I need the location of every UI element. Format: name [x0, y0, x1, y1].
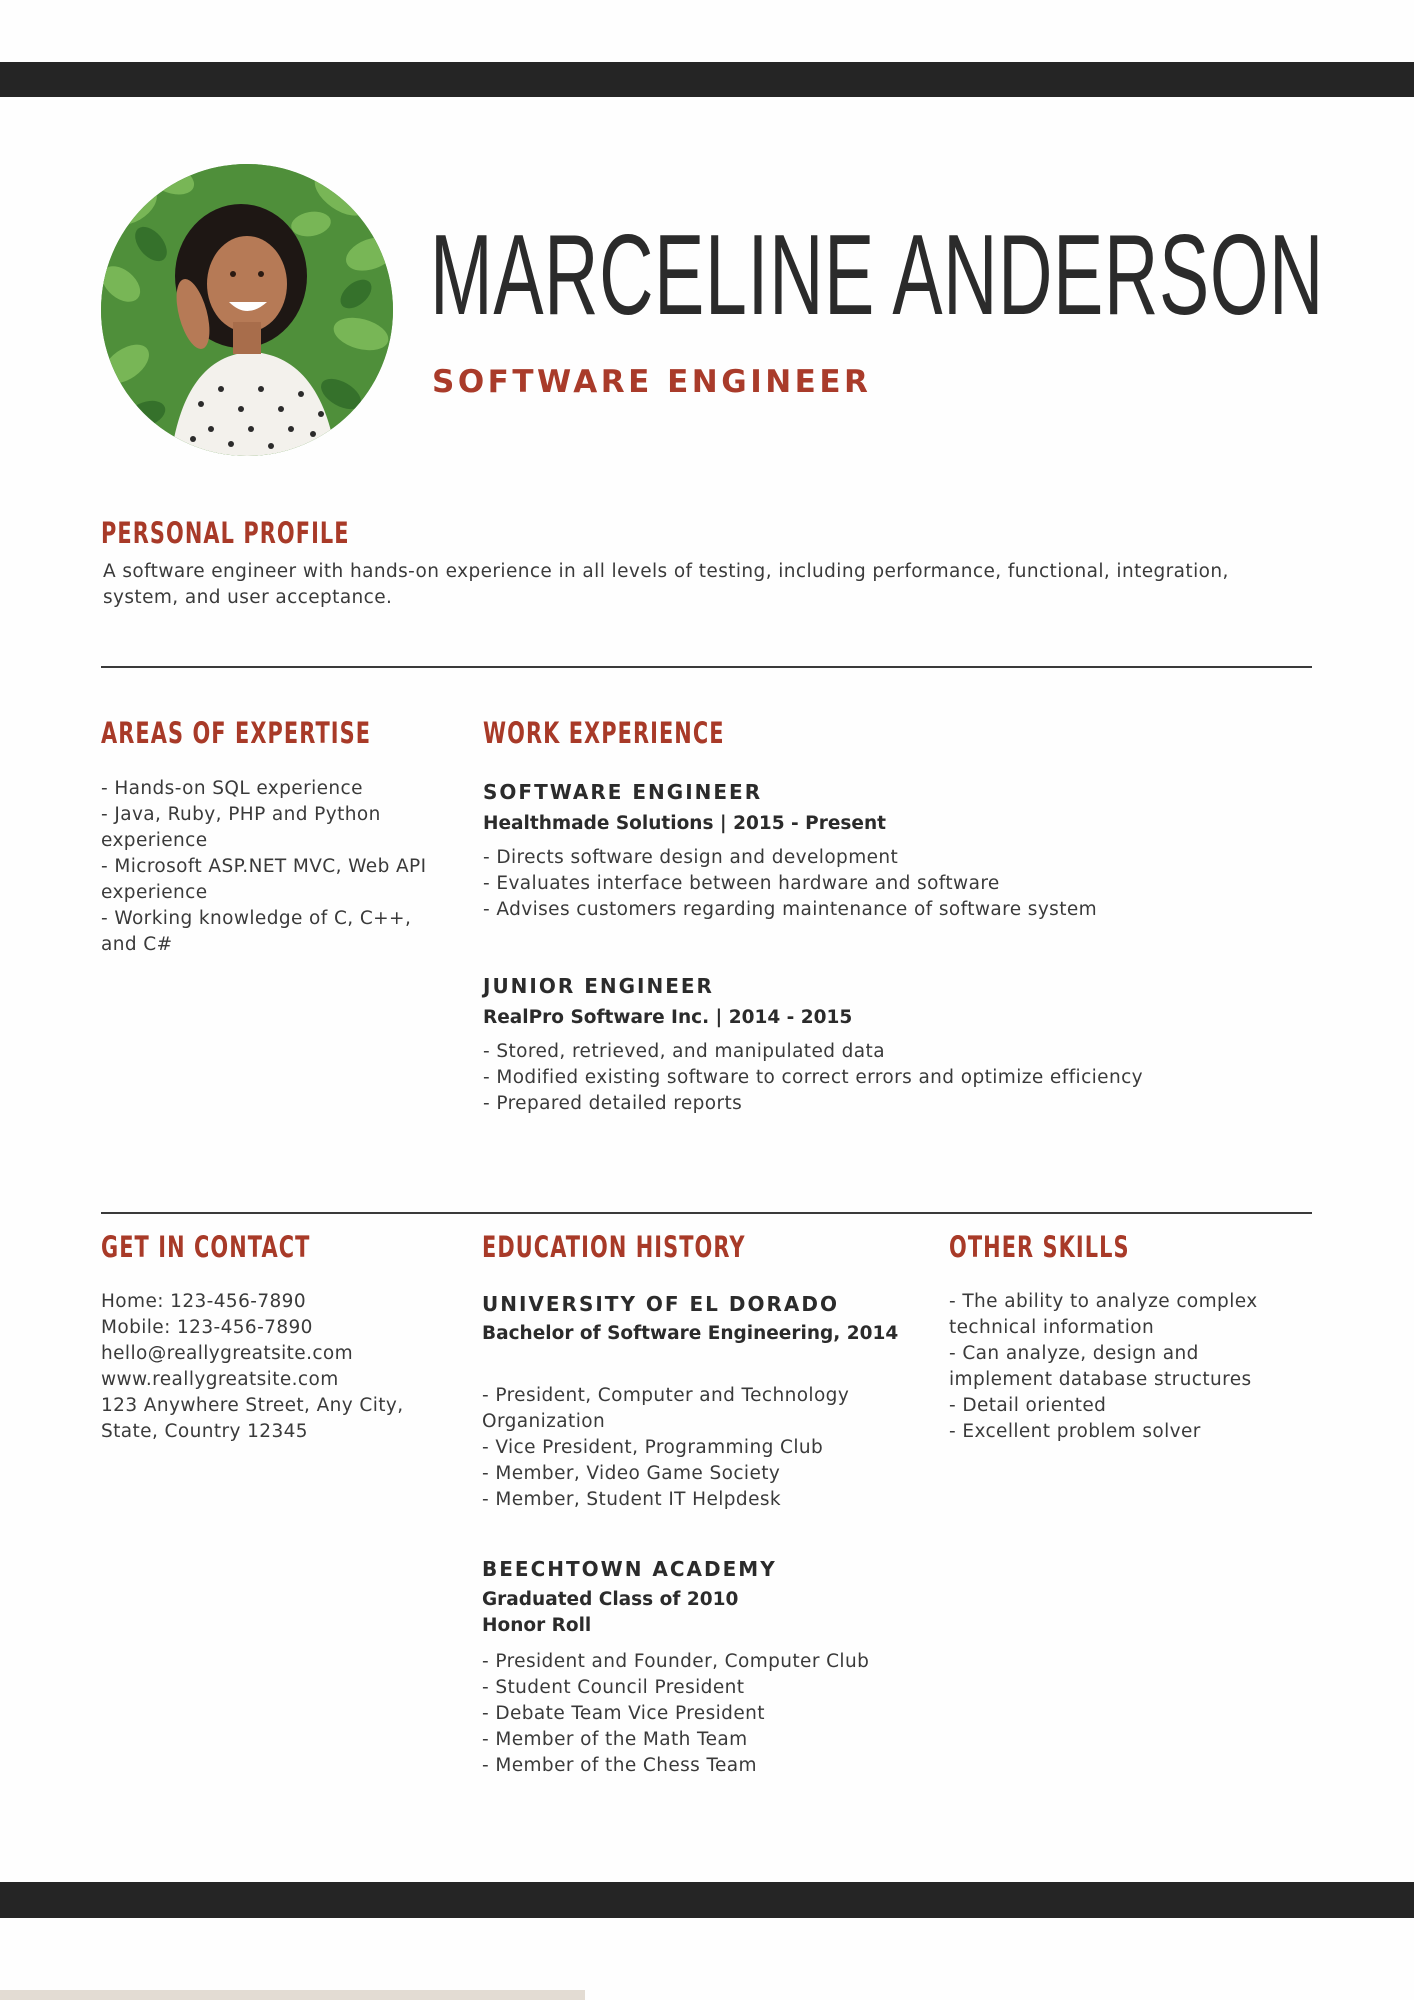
contact-details	[101, 1289, 404, 1445]
skill-item: implement database structures	[949, 1369, 1252, 1390]
job-bullet: - Advises customers regarding maintenance of software system	[483, 899, 1098, 920]
job-title: SOFTWARE ENGINEER	[483, 780, 763, 804]
school-activity: - President and Founder, Computer Club	[482, 1651, 870, 1672]
job-bullet: - Evaluates interface between hardware and software	[483, 873, 1000, 894]
contact-address: State, Country 12345	[101, 1421, 308, 1442]
contact-home-phone: Home: 123-456-7890	[101, 1291, 306, 1312]
job-bullets	[483, 1039, 1143, 1117]
skills-heading: OTHER SKILLS	[949, 1230, 1130, 1264]
profile-line: system, and user acceptance.	[103, 587, 393, 608]
job-bullet: - Modified existing software to correct errors and optimize efficiency	[483, 1067, 1144, 1088]
job-bullet: - Prepared detailed reports	[483, 1093, 743, 1114]
job-bullet: - Directs software design and development	[483, 847, 899, 868]
expertise-heading: AREAS OF EXPERTISE	[101, 716, 372, 750]
contact-mobile-phone: Mobile: 123-456-7890	[101, 1317, 313, 1338]
job-company: RealPro Software Inc. | 2014 - 2015	[483, 1007, 853, 1028]
school-name: UNIVERSITY OF EL DORADO	[482, 1292, 839, 1316]
school-activity: - Member of the Math Team	[482, 1729, 748, 1750]
skills-list	[949, 1289, 1258, 1445]
profile-line: A software engineer with hands-on experience in all levels of testing, including performance, functional, integration,	[103, 561, 1229, 582]
job-title: JUNIOR ENGINEER	[483, 974, 714, 998]
skill-item: technical information	[949, 1317, 1155, 1338]
skill-item: - Excellent problem solver	[949, 1421, 1201, 1442]
school-activity: Organization	[482, 1411, 606, 1432]
school-name: BEECHTOWN ACADEMY	[482, 1557, 777, 1581]
skill-item: - Can analyze, design and	[949, 1343, 1199, 1364]
school-activity: - President, Computer and Technology	[482, 1385, 850, 1406]
work-heading: WORK EXPERIENCE	[483, 716, 725, 750]
job-company: Healthmade Solutions | 2015 - Present	[483, 813, 886, 834]
school-activity: - Vice President, Programming Club	[482, 1437, 824, 1458]
school-activity: - Member, Video Game Society	[482, 1463, 781, 1484]
school-details: Bachelor of Software Engineering, 2014	[482, 1323, 899, 1344]
divider	[101, 666, 1312, 668]
profile-photo	[101, 164, 393, 456]
expertise-item: - Working knowledge of C, C++,	[101, 908, 412, 929]
divider	[101, 1212, 1312, 1214]
contact-address: 123 Anywhere Street, Any City,	[101, 1395, 404, 1416]
contact-email: hello@reallygreatsite.com	[101, 1343, 354, 1364]
school-activity: - Student Council President	[482, 1677, 745, 1698]
expertise-item: - Java, Ruby, PHP and Python	[101, 804, 381, 825]
candidate-title: SOFTWARE ENGINEER	[432, 364, 872, 400]
job-bullet: - Stored, retrieved, and manipulated data	[483, 1041, 885, 1062]
profile-text	[103, 559, 1229, 611]
school-activity: - Member, Student IT Helpdesk	[482, 1489, 782, 1510]
expertise-item: and C#	[101, 934, 173, 955]
education-heading: EDUCATION HISTORY	[482, 1230, 746, 1264]
profile-heading: PERSONAL PROFILE	[101, 516, 350, 550]
contact-website: www.reallygreatsite.com	[101, 1369, 339, 1390]
expertise-item: - Hands-on SQL experience	[101, 778, 363, 799]
school-details: Graduated Class of 2010 Honor Roll	[482, 1589, 739, 1636]
beige-strip	[0, 1990, 585, 2000]
job-bullets	[483, 845, 1097, 923]
contact-heading: GET IN CONTACT	[101, 1230, 311, 1264]
expertise-list	[101, 776, 426, 958]
school-activities	[482, 1649, 869, 1779]
skill-item: - The ability to analyze complex	[949, 1291, 1258, 1312]
school-activity: - Debate Team Vice President	[482, 1703, 765, 1724]
expertise-item: experience	[101, 882, 208, 903]
school-activity: - Member of the Chess Team	[482, 1755, 757, 1776]
expertise-item: experience	[101, 830, 208, 851]
school-activities	[482, 1383, 849, 1513]
candidate-name: MARCELINE ANDERSON	[430, 212, 1325, 339]
expertise-item: - Microsoft ASP.NET MVC, Web API	[101, 856, 427, 877]
top-bar	[0, 62, 1414, 97]
bottom-bar	[0, 1882, 1414, 1918]
skill-item: - Detail oriented	[949, 1395, 1107, 1416]
